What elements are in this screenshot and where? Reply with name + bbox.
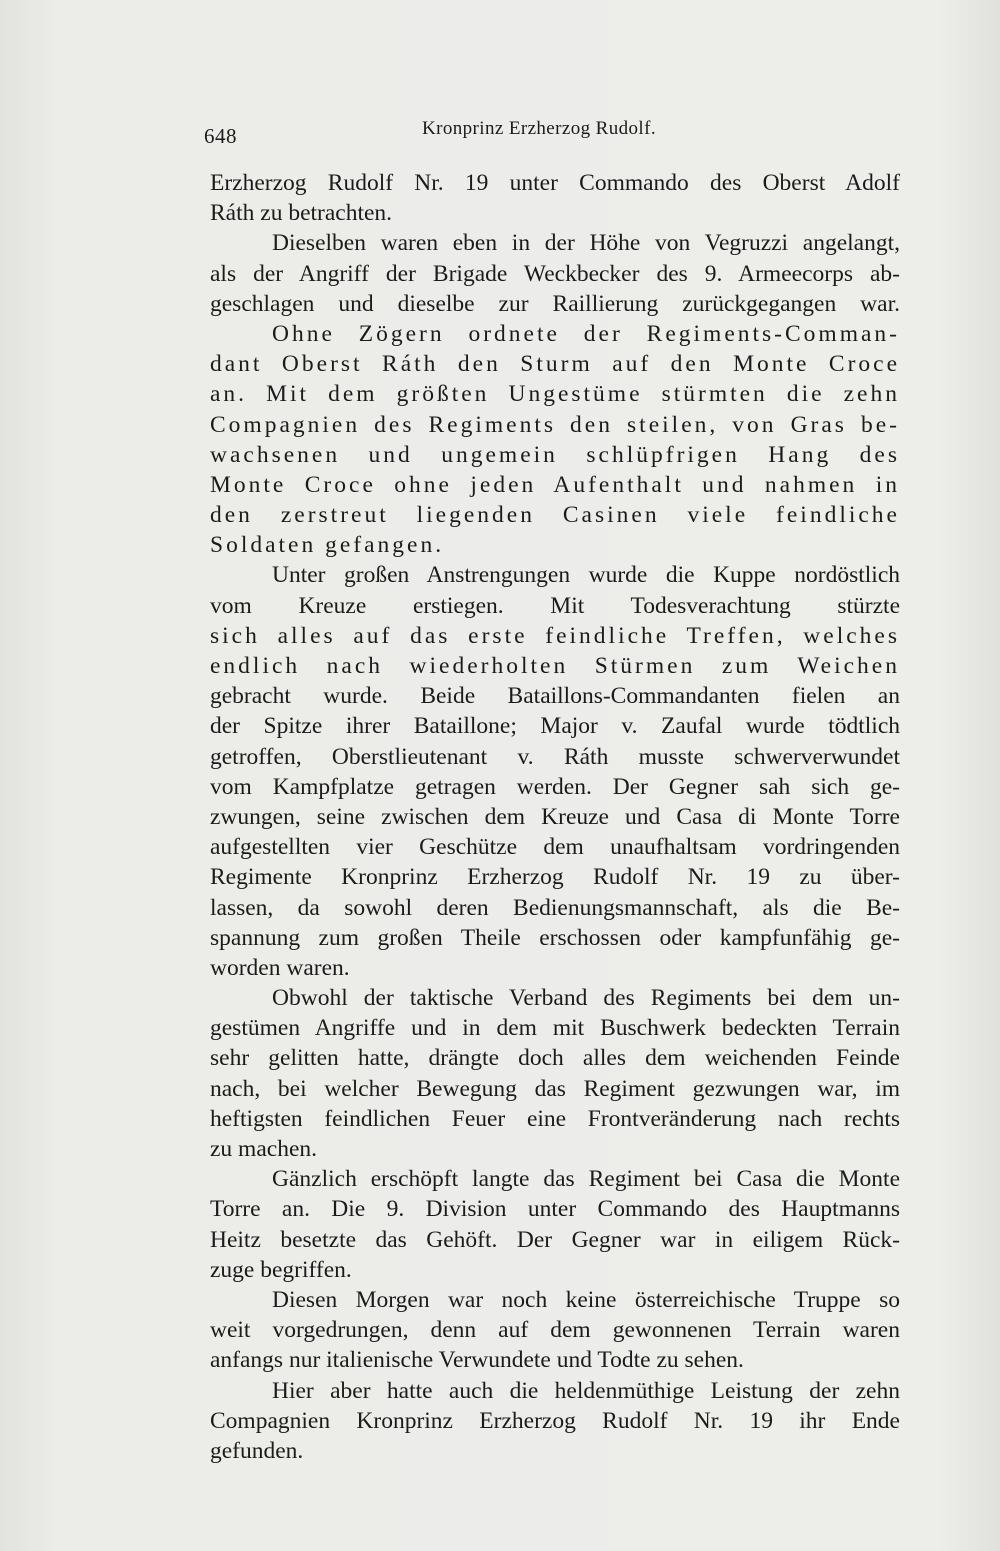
text-line: Ohne Zögern ordnete der Regiments-Comman- — [272, 320, 900, 347]
text-line: gestümen Angriffe und in dem mit Buschwerk bedeckten Terrain — [210, 1015, 900, 1042]
page-number: 648 — [204, 124, 237, 148]
text-line: Obwohl der taktische Verband des Regiments bei dem un- — [272, 985, 900, 1012]
text-line: Diesen Morgen war noch keine österreichische Truppe so — [272, 1286, 900, 1313]
text-line: getroffen, Oberstlieutenant v. Ráth musste schwerverwundet — [210, 743, 900, 770]
text-line: Compagnien Kronprinz Erzherzog Rudolf Nr. 19 ihr Ende — [210, 1407, 900, 1434]
text-line: Torre an. Die 9. Division unter Commando des Hauptmanns — [210, 1196, 900, 1223]
text-line: Gänzlich erschöpft langte das Regiment bei Casa die Monte — [272, 1166, 900, 1193]
text-line: zu machen. — [210, 1136, 318, 1162]
text-line: Monte Croce ohne jeden Aufenthalt und nahmen in — [210, 471, 900, 498]
text-line: endlich nach wiederholten Stürmen zum Weichen — [210, 653, 900, 679]
text-line: nach, bei welcher Bewegung das Regiment gezwungen war, im — [210, 1075, 900, 1102]
text-line: sich alles auf das erste feindliche Treffen, welches — [210, 622, 900, 649]
text-line: Hier aber hatte auch die heldenmüthige Leistung der zehn — [272, 1377, 900, 1404]
text-line: geschlagen und dieselbe zur Raillierung zurückgegangen war. — [210, 290, 900, 317]
text-line: Erzherzog Rudolf Nr. 19 unter Commando des Oberst Adolf — [210, 170, 900, 196]
text-line: gebracht wurde. Beide Bataillons-Commandanten fielen an — [210, 683, 900, 710]
text-line: Regimente Kronprinz Erzherzog Rudolf Nr. 19 zu über- — [210, 864, 900, 891]
text-line: Ráth zu betrachten. — [210, 200, 393, 227]
text-line: den zerstreut liegenden Casinen viele feindliche — [210, 502, 900, 529]
text-line: an. Mit dem größten Ungestüme stürmten die zehn — [210, 381, 900, 408]
text-line: zwungen, seine zwischen dem Kreuze und Casa di Monte Torre — [210, 803, 900, 830]
text-line: Dieselben waren eben in der Höhe von Vegruzzi angelangt, — [272, 230, 900, 257]
text-line: worden waren. — [210, 954, 350, 981]
text-line: Soldaten gefangen. — [210, 532, 445, 559]
text-line: gefunden. — [210, 1437, 304, 1464]
text-line: sehr gelitten hatte, drängte doch alles dem weichenden Feinde — [210, 1045, 900, 1072]
text-line: spannung zum großen Theile erschossen oder kampfunfähig ge- — [210, 924, 900, 951]
body-text — [210, 168, 900, 1466]
text-line: lassen, da sowohl deren Bedienungsmannschaft, als die Be- — [210, 894, 900, 921]
text-line: der Spitze ihrer Bataillone; Major v. Zaufal wurde tödtlich — [210, 713, 900, 740]
text-line: vom Kreuze erstiegen. Mit Todesverachtung stürzte — [210, 592, 900, 619]
text-line: Heitz besetzte das Gehöft. Der Gegner war in eiligem Rück- — [210, 1226, 900, 1253]
text-line: Compagnien des Regiments den steilen, von Gras be- — [210, 411, 900, 438]
text-line: heftigsten feindlichen Feuer eine Frontveränderung nach rechts — [210, 1105, 900, 1132]
text-line: als der Angriff der Brigade Weckbecker des 9. Armeecorps ab- — [210, 260, 900, 287]
text-line: Unter großen Anstrengungen wurde die Kuppe nordöstlich — [272, 562, 900, 589]
text-line: anfangs nur italienische Verwundete und Todte zu sehen. — [210, 1347, 744, 1374]
text-line: weit vorgedrungen, denn auf dem gewonnenen Terrain waren — [210, 1317, 900, 1344]
running-head — [204, 118, 674, 152]
text-line: dant Oberst Ráth den Sturm auf den Monte Croce — [210, 351, 900, 378]
text-line: aufgestellten vier Geschütze dem unaufhaltsam vordringenden — [210, 834, 900, 861]
text-line: zuge begriffen. — [210, 1256, 352, 1283]
text-line: wachsenen und ungemein schlüpfrigen Hang des — [210, 441, 900, 468]
running-title: Kronprinz Erzherzog Rudolf. — [422, 118, 656, 139]
text-line: vom Kampfplatze getragen werden. Der Gegner sah sich ge- — [210, 773, 900, 800]
